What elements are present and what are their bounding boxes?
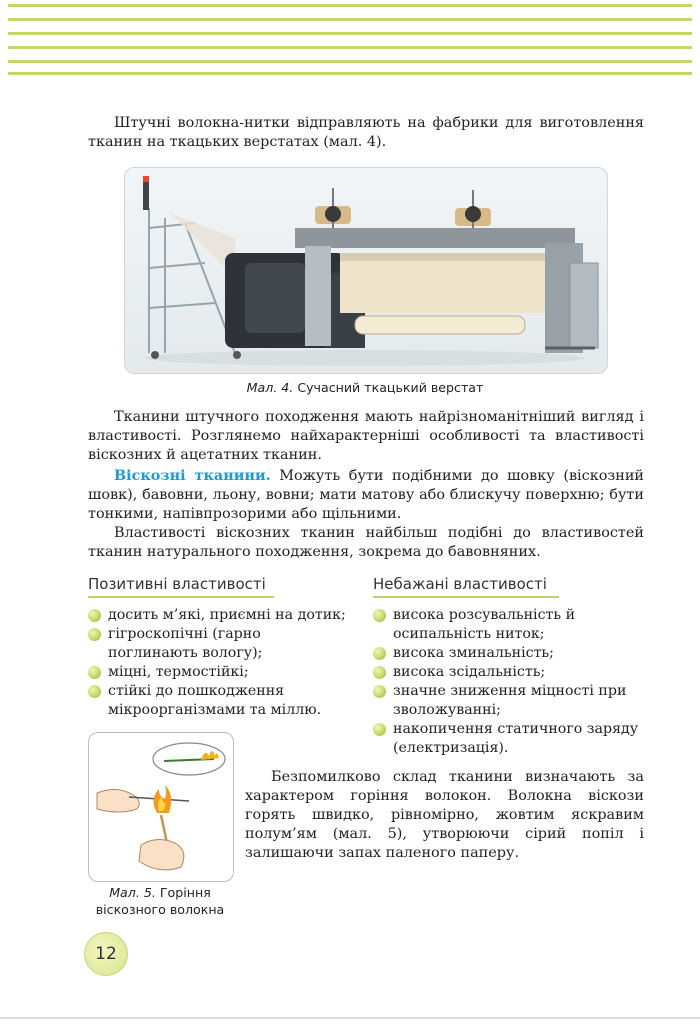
figure5-caption (80, 884, 240, 918)
bullet-icon (88, 628, 101, 641)
burning-fiber-illustration (89, 733, 233, 881)
paragraph-properties: Властивості віскозних тканин найбільш подібні до властивостей тканин натурального походження, зокрема до бавовняних. (88, 525, 644, 560)
negative-list (373, 606, 645, 758)
page-number: 12 (84, 932, 128, 976)
loom-illustration (125, 168, 607, 373)
list-item: накопичення статичного заряду (електризація). (373, 720, 645, 758)
list-item: значне зниження міцності при зволожуванні; (373, 682, 645, 720)
viscose-text: Можуть бути подібними до шовку (віскозний шовк), бавовни, льону, вовни; мати матову або блискучу поверхню; бути тонкими, напівпрозорими або щільними. (88, 468, 645, 522)
bullet-icon (373, 685, 386, 698)
figure4-number: Мал. 4. (246, 380, 294, 395)
paragraph-viscose (88, 466, 644, 524)
negative-title: Небажані властивості (373, 575, 559, 598)
bullet-icon (88, 685, 101, 698)
paragraph-burning: Безпомилково склад тканини визначають за характером горіння волокон. Волокна віскози горять швидко, рівномірно, жовтим яскравим полум’ям (мал. 5), утворюючи сірий попіл і залишаючи запах паленого паперу. (245, 769, 644, 861)
bullet-icon (373, 609, 386, 622)
bullet-icon (373, 666, 386, 679)
list-item: гігроскопічні (гарно поглинають вологу); (88, 625, 350, 663)
intro-paragraph: Штучні волокна-нитки відправляють на фабрики для виготовлення тканин на ткацьких верстатах (мал. 4). (88, 115, 644, 150)
loom-figure (124, 167, 608, 374)
bullet-icon (373, 723, 386, 736)
header-stripes (0, 0, 700, 80)
list-item: висока розсувальність й осипальність ниток; (373, 606, 645, 644)
positive-list (88, 606, 350, 720)
paragraph-synthetic: Тканини штучного походження мають найрізноманітніший вигляд і властивості. Розглянемо найхарактерніші особливості та властивості віскозних й ацетатних тканин. (88, 409, 644, 463)
burning-fiber-figure (88, 732, 234, 882)
bullet-icon (88, 666, 101, 679)
viscose-term: Віскозні тканини. (114, 467, 271, 484)
figure5-number: Мал. 5. (109, 885, 156, 900)
figure4-text: Сучасний ткацький верстат (297, 380, 484, 395)
list-item: висока зминальність; (373, 644, 645, 663)
figure4-caption (124, 380, 606, 395)
list-item: стійкі до пошкодження мікроорганізмами та міллю. (88, 682, 350, 720)
bottom-rule (0, 1017, 700, 1019)
bullet-icon (373, 647, 386, 660)
list-item: досить м’які, приємні на дотик; (88, 606, 350, 625)
bullet-icon (88, 609, 101, 622)
list-item: висока зсідальність; (373, 663, 645, 682)
positive-title: Позитивні властивості (88, 575, 274, 598)
figure5-text: Горіння віскозного волокна (95, 885, 225, 917)
list-item: міцні, термостійкі; (88, 663, 350, 682)
